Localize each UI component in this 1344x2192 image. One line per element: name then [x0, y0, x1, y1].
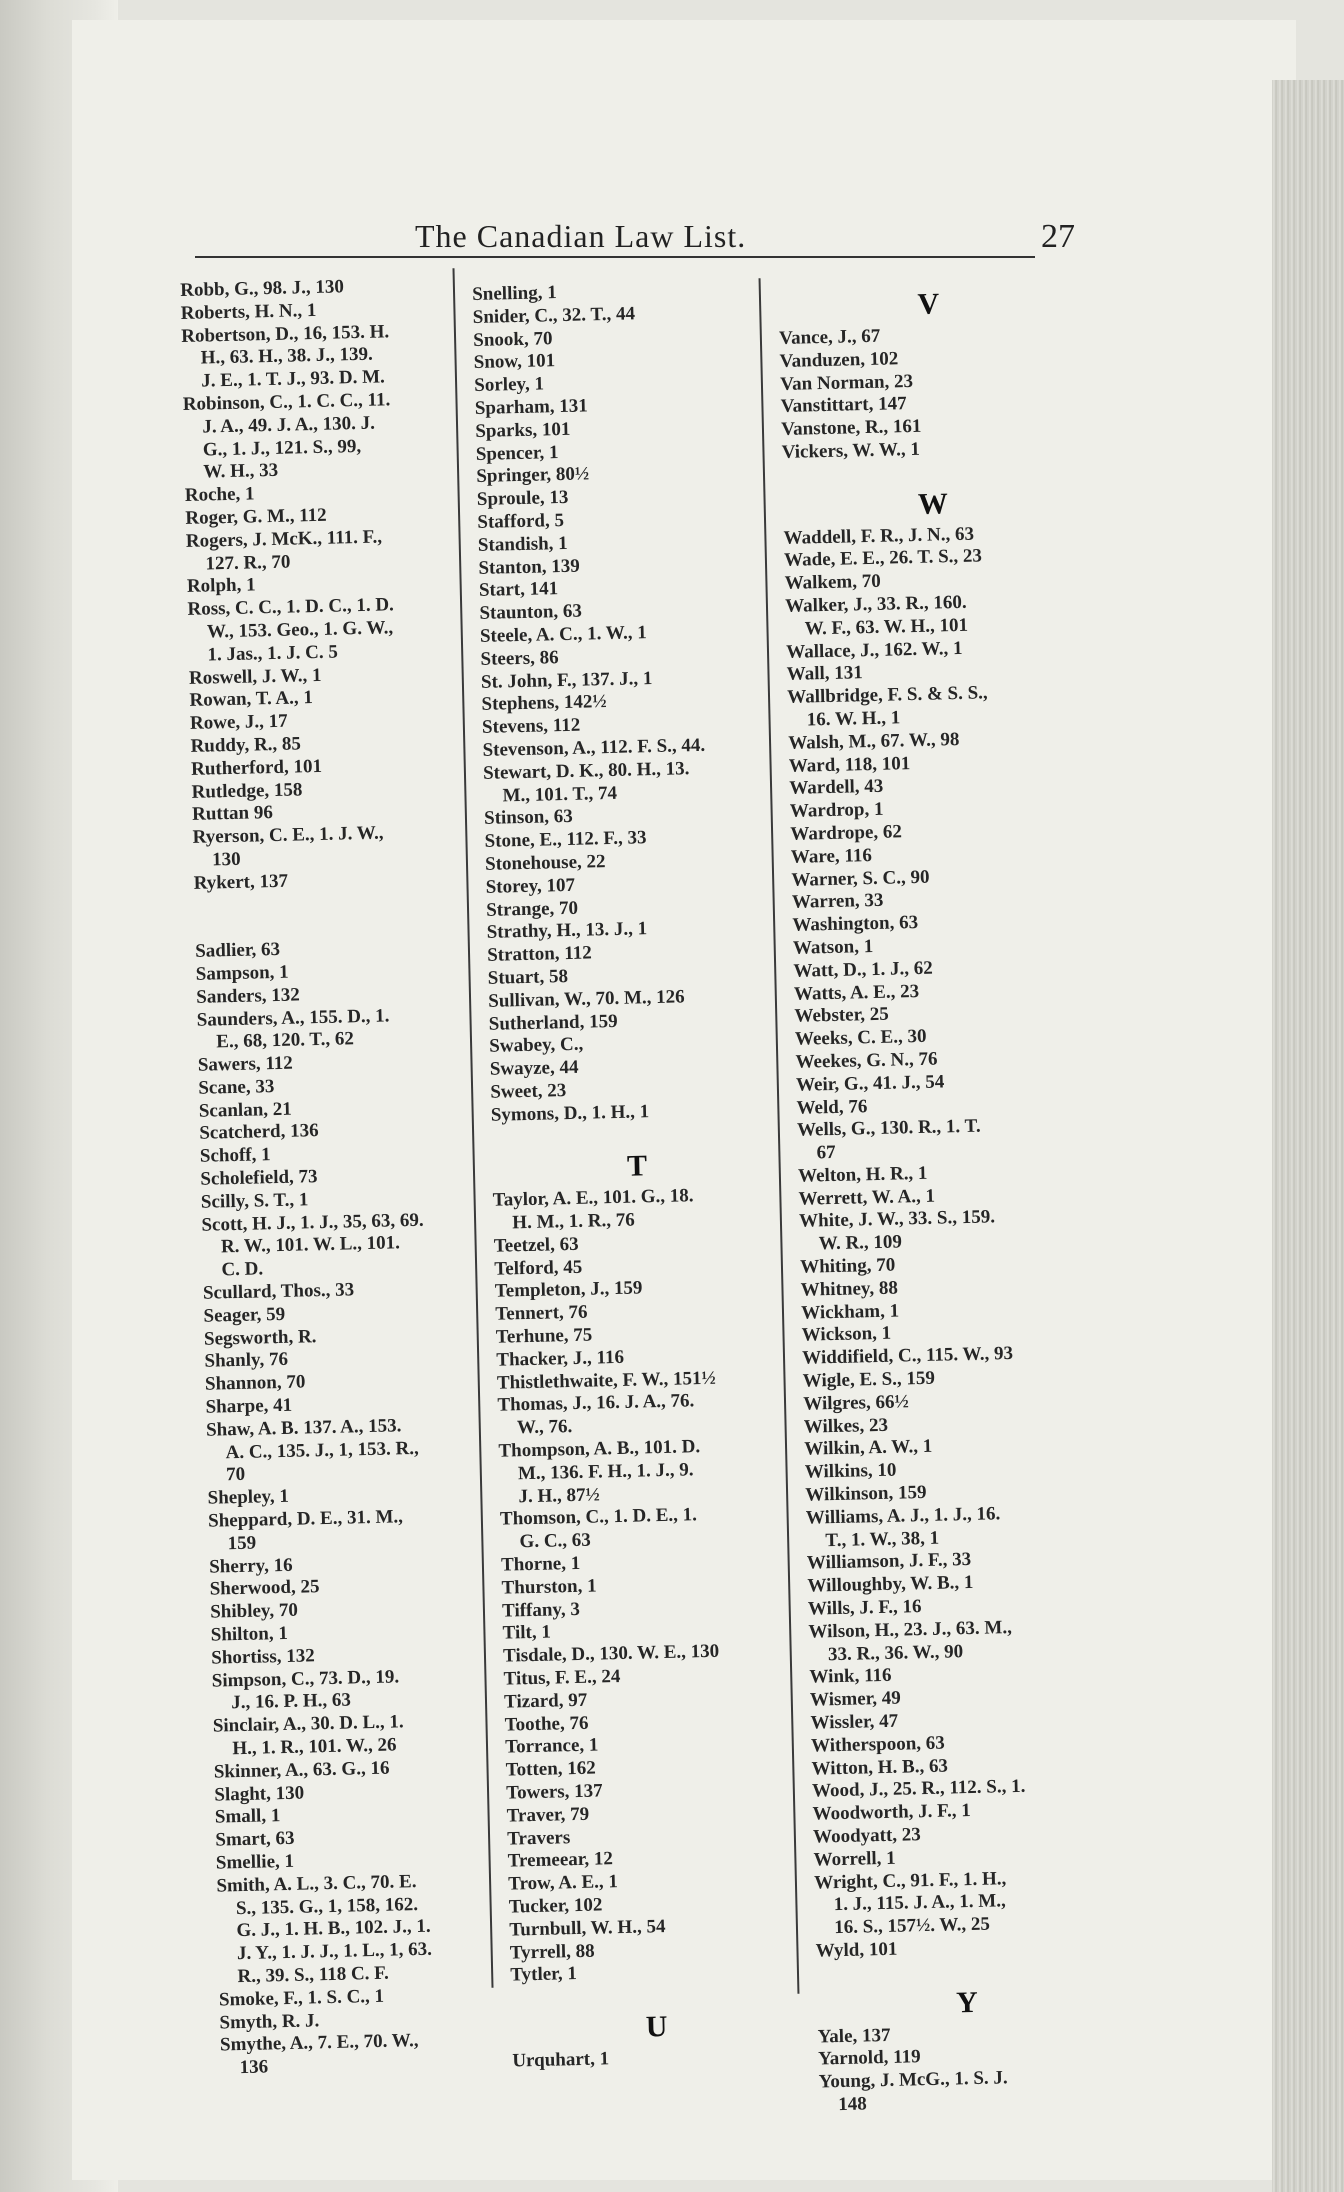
index-entry: Wallace, J., 162. W., 1 — [786, 637, 963, 663]
index-entry: Sherry, 16 — [208, 1554, 293, 1578]
index-entry: Rolph, 1 — [186, 574, 256, 598]
index-entry: J. H., 87½ — [499, 1484, 601, 1508]
index-entry: Rowan, T. A., 1 — [189, 687, 314, 712]
index-column-1 — [180, 273, 511, 2080]
index-entry: Sweet, 23 — [490, 1079, 567, 1103]
index-entry: Weekes, G. N., 76 — [795, 1048, 938, 1073]
index-entry: Wigle, E. S., 159 — [802, 1367, 936, 1392]
index-entry: Swayze, 44 — [489, 1056, 579, 1080]
page-number: 27 — [1041, 218, 1075, 255]
index-entry: Tyrrell, 88 — [509, 1940, 595, 1964]
index-entry: Wismer, 49 — [809, 1687, 902, 1711]
index-entry: Webster, 25 — [794, 1003, 890, 1028]
index-entry: Ross, C. C., 1. D. C., 1. D. — [187, 594, 395, 621]
index-entry: 33. R., 36. W., 90 — [808, 1640, 964, 1666]
index-entry: Sorley, 1 — [474, 373, 545, 397]
index-entry: J. E., 1. T. J., 93. D. M. — [182, 366, 385, 393]
index-entry: Taylor, A. E., 101. G., 18. — [492, 1185, 694, 1212]
index-entry: W. F., 63. W. H., 101 — [785, 614, 969, 640]
index-entry: Weeks, C. E., 30 — [794, 1025, 927, 1050]
index-entry: Towers, 137 — [506, 1780, 603, 1804]
index-entry: Whitney, 88 — [800, 1277, 899, 1301]
index-entry: Tucker, 102 — [508, 1894, 603, 1918]
index-entry: J. Y., 1. J. J., 1. L., 1, 63. — [217, 1938, 433, 1965]
index-entry: Wallbridge, F. S. & S. S., — [787, 682, 988, 709]
index-entry: Wilkin, A. W., 1 — [804, 1436, 933, 1461]
index-entry: Small, 1 — [214, 1805, 281, 1828]
index-entry: Walkem, 70 — [784, 570, 881, 595]
index-entry: Sadlier, 63 — [194, 939, 281, 962]
index-entry: Sparham, 131 — [474, 395, 589, 419]
index-entry: Robinson, C., 1. C. C., 11. — [182, 389, 391, 415]
index-entry: Scott, H. J., 1. J., 35, 63, 69. — [201, 1209, 424, 1236]
index-entry: Snelling, 1 — [472, 282, 557, 305]
index-entry: Williams, A. J., 1. J., 16. — [805, 1503, 1001, 1529]
index-entry: Teetzel, 63 — [493, 1233, 579, 1257]
index-entry: Templeton, J., 159 — [494, 1277, 643, 1303]
index-entry: Thompson, A. B., 101. D. — [498, 1436, 701, 1462]
index-entry: Sanders, 132 — [196, 984, 300, 1008]
index-entry: Sutherland, 159 — [488, 1010, 618, 1035]
index-entry: Roberts, H. N., 1 — [180, 299, 317, 324]
index-entry: Symons, D., 1. H., 1 — [490, 1100, 650, 1126]
index-entry: Segsworth, R. — [203, 1325, 317, 1350]
index-entry: Wardell, 43 — [789, 776, 884, 800]
index-entry: Smythe, A., 7. E., 70. W., — [219, 2030, 419, 2056]
index-entry: Stevens, 112 — [481, 714, 581, 739]
index-entry: M., 136. F. H., 1. J., 9. — [498, 1459, 694, 1485]
index-entry: Tytler, 1 — [510, 1963, 578, 1986]
index-entry: Yale, 137 — [817, 2024, 891, 2048]
index-entry: R. W., 101. W. L., 101. — [201, 1232, 401, 1259]
index-entry: St. John, F., 137. J., 1 — [480, 667, 653, 693]
index-entry: Watts, A. E., 23 — [793, 980, 920, 1005]
index-entry: Thacker, J., 116 — [496, 1346, 625, 1371]
index-entry: Slaght, 130 — [214, 1782, 305, 1806]
index-entry: Ware, 116 — [790, 844, 873, 868]
index-entry: Strange, 70 — [485, 897, 579, 921]
index-entry: Tilt, 1 — [502, 1621, 552, 1645]
index-entry: H., 63. H., 38. J., 139. — [181, 344, 374, 370]
index-entry: 148 — [818, 2093, 867, 2116]
index-entry: 136 — [220, 2056, 269, 2079]
index-entry: Wall, 131 — [786, 662, 864, 686]
index-entry: Standish, 1 — [477, 532, 568, 556]
index-entry: G. C., 63 — [500, 1529, 592, 1553]
index-entry: Werrett, W. A., 1 — [798, 1185, 936, 1210]
index-entry: Washington, 63 — [792, 912, 919, 936]
index-entry: Wade, E. E., 26. T. S., 23 — [783, 545, 983, 572]
index-entry: Stratton, 112 — [486, 942, 592, 966]
index-entry: Shaw, A. B. 137. A., 153. — [205, 1415, 402, 1441]
index-entry: 70 — [206, 1464, 246, 1487]
index-entry: Waddell, F. R., J. N., 63 — [783, 523, 975, 549]
index-entry: Snook, 70 — [473, 327, 553, 351]
index-entry: 16. W. H., 1 — [787, 707, 901, 731]
index-entry: Storey, 107 — [485, 874, 576, 898]
index-entry: Strathy, H., 13. J., 1 — [486, 918, 648, 944]
index-entry: Warren, 33 — [791, 890, 884, 914]
index-entry: C. D. — [202, 1258, 264, 1282]
index-entry: Woodworth, J. F., 1 — [812, 1800, 972, 1825]
index-entry: Thistlethwaite, F. W., 151½ — [496, 1367, 717, 1394]
index-entry: Watt, D., 1. J., 62 — [793, 957, 934, 982]
index-entry: Sherwood, 25 — [209, 1576, 320, 1601]
index-entry: Shilton, 1 — [210, 1622, 289, 1646]
index-entry: Shibley, 70 — [209, 1599, 299, 1623]
index-entry: J. A., 49. J. A., 130. J. — [183, 412, 376, 438]
index-entry: Travers — [507, 1826, 571, 1850]
index-entry: Tiffany, 3 — [501, 1598, 581, 1622]
index-entry: Thomson, C., 1. D. E., 1. — [499, 1504, 698, 1531]
index-entry: Steele, A. C., 1. W., 1 — [479, 622, 647, 647]
index-entry: Widdifield, C., 115. W., 93 — [802, 1343, 1014, 1369]
index-entry: Stewart, D. K., 80. H., 13. — [482, 757, 690, 784]
index-entry: 159 — [208, 1532, 257, 1555]
index-entry: Simpson, C., 73. D., 19. — [211, 1665, 400, 1692]
page-edges — [1272, 80, 1344, 2192]
index-entry: Stevenson, A., 112. F. S., 44. — [482, 734, 706, 761]
index-entry: Scholefield, 73 — [200, 1166, 318, 1190]
index-entry: Spencer, 1 — [475, 441, 559, 465]
index-entry: Worrell, 1 — [813, 1847, 896, 1871]
index-entry: Torrance, 1 — [504, 1734, 599, 1759]
index-entry: Ruddy, R., 85 — [190, 733, 302, 757]
index-entry: Ruttan 96 — [191, 802, 274, 826]
index-entry: Stinson, 63 — [483, 806, 574, 830]
index-entry: Yarnold, 119 — [817, 2046, 921, 2070]
index-entry: S., 135. G., 1, 158, 162. — [216, 1893, 419, 1920]
index-entry: H. M., 1. R., 76 — [493, 1209, 635, 1234]
index-entry: Vanstone, R., 161 — [780, 415, 922, 441]
index-entry: Wilson, H., 23. J., 63. M., — [808, 1616, 1013, 1643]
index-entry: Wink, 116 — [809, 1665, 892, 1689]
index-entry: Shannon, 70 — [204, 1371, 306, 1395]
section-letter: U — [645, 2009, 668, 2044]
index-entry: Smoke, F., 1. S. C., 1 — [218, 1985, 385, 2011]
index-entry: Scilly, S. T., 1 — [200, 1189, 309, 1213]
index-entry: R., 39. S., 118 C. F. — [218, 1962, 390, 1988]
index-entry: Shepley, 1 — [207, 1486, 290, 1509]
index-entry: 16. S., 157½. W., 25 — [814, 1913, 991, 1939]
index-entry: Wardrope, 62 — [790, 821, 903, 845]
index-entry: Tisdale, D., 130. W. E., 130 — [502, 1640, 720, 1667]
index-entry: Smyth, R. J. — [219, 2009, 320, 2034]
index-entry: Wickham, 1 — [801, 1300, 900, 1324]
index-entry: Shanly, 76 — [204, 1349, 289, 1373]
index-entry: Tennert, 76 — [495, 1301, 588, 1325]
index-entry: Vickers, W. W., 1 — [781, 438, 921, 463]
index-entry: Sheppard, D. E., 31. M., — [207, 1506, 404, 1532]
index-entry: Roger, G. M., 112 — [185, 504, 327, 529]
index-entry: Sampson, 1 — [195, 961, 289, 985]
index-entry: Stanton, 139 — [478, 555, 581, 579]
index-entry: Springer, 80½ — [476, 463, 590, 488]
index-entry: Sawers, 112 — [197, 1052, 294, 1076]
index-entry: Tremeear, 12 — [507, 1848, 614, 1872]
index-entry: Roche, 1 — [184, 483, 255, 507]
index-entry: W., 76. — [497, 1416, 573, 1439]
index-entry: Stephens, 142½ — [481, 691, 607, 716]
index-entry: Scullard, Thos., 33 — [202, 1279, 355, 1304]
index-entry: Wardrop, 1 — [789, 798, 884, 823]
index-entry: Young, J. McG., 1. S. J. — [818, 2067, 1008, 2093]
index-entry: Wilgres, 66½ — [803, 1391, 909, 1415]
index-entry: Witton, H. B., 63 — [811, 1755, 949, 1780]
index-entry: Traver, 79 — [506, 1803, 590, 1827]
index-entry: Rutherford, 101 — [190, 755, 323, 780]
index-entry: Witherspoon, 63 — [810, 1732, 946, 1757]
index-entry: Willoughby, W. B., 1 — [807, 1572, 974, 1597]
index-entry: Scanlan, 21 — [198, 1098, 292, 1122]
index-entry: Telford, 45 — [494, 1256, 583, 1280]
index-entry: Trow, A. E., 1 — [508, 1871, 619, 1895]
index-entry: Smart, 63 — [215, 1827, 295, 1851]
index-entry: Stone, E., 112. F., 33 — [484, 827, 647, 852]
index-entry: G., 1. J., 121. S., 99, — [183, 435, 362, 461]
index-entry: Stonehouse, 22 — [484, 851, 606, 875]
index-entry: Warner, S. C., 90 — [791, 866, 930, 891]
index-entry: Tizard, 97 — [503, 1689, 588, 1713]
index-entry: Watson, 1 — [792, 935, 874, 959]
index-entry: Ward, 118, 101 — [788, 752, 911, 777]
index-entry: Robertson, D., 16, 153. H. — [181, 320, 390, 347]
index-entry: Williamson, J. F., 33 — [806, 1549, 972, 1575]
index-entry: Wilkinson, 159 — [805, 1481, 927, 1506]
index-entry: 1. J., 115. J. A., 1. M., — [814, 1890, 1006, 1916]
index-entry: Titus, F. E., 24 — [503, 1666, 621, 1690]
index-entry: H., 1. R., 101. W., 26 — [213, 1734, 397, 1760]
index-entry: Snider, C., 32. T., 44 — [472, 303, 636, 328]
index-entry: Weir, G., 41. J., 54 — [795, 1071, 945, 1096]
index-entry: Sullivan, W., 70. M., 126 — [488, 986, 685, 1012]
index-entry: Wilkes, 23 — [803, 1414, 889, 1438]
index-entry: Vanduzen, 102 — [779, 348, 899, 372]
section-letter: Y — [955, 1985, 979, 2019]
index-entry: W. H., 33 — [184, 460, 279, 484]
index-column-2 — [472, 277, 803, 2073]
index-entry: Wickson, 1 — [801, 1323, 892, 1347]
index-entry: M., 101. T., 74 — [483, 782, 618, 807]
index-entry: Totten, 162 — [505, 1757, 597, 1781]
index-entry: Rowe, J., 17 — [189, 710, 288, 735]
index-entry: Scane, 33 — [198, 1075, 275, 1099]
index-entry: Wright, C., 91. F., 1. H., — [813, 1867, 1007, 1894]
index-entry: White, J. W., 33. S., 159. — [798, 1206, 996, 1233]
index-entry: Swabey, C., — [489, 1033, 584, 1058]
index-entry: Wells, G., 130. R., 1. T. — [796, 1115, 981, 1142]
index-entry: 1. Jas., 1. J. C. 5 — [188, 641, 339, 666]
index-entry: Schoff, 1 — [199, 1144, 271, 1168]
index-entry: Saunders, A., 155. D., 1. — [196, 1004, 390, 1031]
index-entry: Rogers, J. McK., 111. F., — [185, 526, 383, 552]
index-entry: Rutledge, 158 — [191, 778, 303, 803]
index-entry: Skinner, A., 63. G., 16 — [213, 1757, 390, 1783]
index-entry: Weld, 76 — [796, 1095, 868, 1119]
index-entry: Urquhart, 1 — [512, 2048, 610, 2072]
index-entry: Thurston, 1 — [501, 1575, 597, 1599]
index-entry: Stuart, 58 — [487, 965, 569, 989]
index-entry: Scatcherd, 136 — [199, 1120, 319, 1145]
index-entry: T., 1. W., 38, 1 — [806, 1527, 940, 1552]
index-entry: Start, 141 — [478, 578, 559, 602]
index-entry: Woodyatt, 23 — [812, 1824, 922, 1848]
index-entry: Rykert, 137 — [193, 870, 289, 894]
index-entry: Vance, J., 67 — [778, 325, 881, 349]
index-entry: Smith, A. L., 3. C., 70. E. — [216, 1870, 417, 1897]
index-entry: Vanstittart, 147 — [780, 393, 907, 418]
index-entry: W., 153. Geo., 1. G. W., — [187, 617, 394, 643]
index-entry: Walsh, M., 67. W., 98 — [788, 728, 960, 754]
index-entry: Wyld, 101 — [815, 1938, 898, 1962]
index-entry: Smellie, 1 — [215, 1850, 295, 1874]
index-entry: Wood, J., 25. R., 112. S., 1. — [811, 1776, 1026, 1803]
index-entry: Sinclair, A., 30. D. L., 1. — [212, 1711, 404, 1737]
index-entry: Shortiss, 132 — [211, 1645, 315, 1669]
index-entry: Thorne, 1 — [500, 1552, 581, 1576]
index-entry: A. C., 135. J., 1, 153. R., — [206, 1437, 419, 1464]
index-entry: Wills, J. F., 16 — [807, 1596, 922, 1620]
index-entry: J., 16. P. H., 63 — [212, 1689, 352, 1715]
index-entry: Welton, H. R., 1 — [797, 1162, 928, 1187]
index-entry: Sproule, 13 — [476, 487, 569, 511]
index-entry: 130 — [192, 848, 241, 871]
index-entry: Toothe, 76 — [504, 1712, 589, 1736]
index-entry: Wissler, 47 — [810, 1710, 899, 1734]
index-entry: Sharpe, 41 — [205, 1394, 293, 1418]
section-letter: V — [917, 287, 940, 321]
index-entry: Walker, J., 33. R., 160. — [784, 591, 967, 617]
index-entry: Terhune, 75 — [495, 1324, 593, 1348]
index-entry: Thomas, J., 16. J. A., 76. — [497, 1390, 695, 1417]
index-entry: Wilkins, 10 — [804, 1459, 897, 1483]
index-entry: Stafford, 5 — [477, 509, 565, 533]
index-entry: Snow, 101 — [473, 350, 556, 374]
header-rule — [195, 256, 1035, 258]
index-entry: Turnbull, W. H., 54 — [509, 1915, 666, 1941]
index-entry: Staunton, 63 — [479, 600, 583, 625]
index-column-3 — [778, 281, 1119, 2117]
index-entry: E., 68, 120. T., 62 — [197, 1028, 355, 1054]
index-entry: W. R., 109 — [799, 1231, 903, 1256]
index-entry: Whiting, 70 — [799, 1254, 896, 1278]
section-letter: T — [626, 1149, 648, 1183]
index-entry: Ryerson, C. E., 1. J. W., — [192, 822, 384, 848]
index-entry: Sparks, 101 — [475, 418, 571, 442]
index-entry: 127. R., 70 — [186, 551, 291, 575]
index-entry: Robb, G., 98. J., 130 — [180, 276, 345, 301]
index-entry: Seager, 59 — [203, 1303, 286, 1327]
index-entry: Van Norman, 23 — [779, 370, 914, 395]
running-title: The Canadian Law List. — [415, 218, 747, 254]
index-entry: G. J., 1. H. B., 102. J., 1. — [217, 1916, 431, 1942]
index-entry: Steers, 86 — [480, 646, 559, 670]
index-entry: 67 — [797, 1142, 836, 1164]
index-entry: Roswell, J. W., 1 — [188, 664, 322, 689]
section-letter: W — [917, 486, 949, 521]
